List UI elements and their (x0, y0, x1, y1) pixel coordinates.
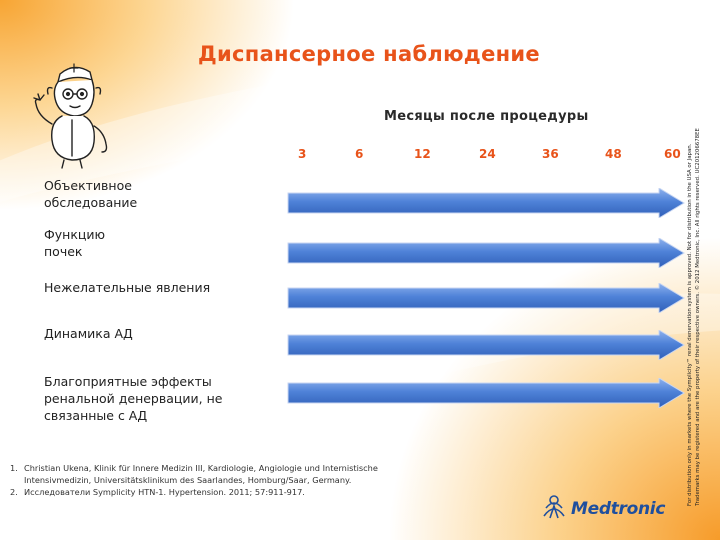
disclaimer-line: Trademarks may be registered and are the property of their respective owners. © 2012 Medtronic, Inc. All rights reserved. UC201206678EE (695, 128, 701, 506)
timeline-arrow (287, 188, 685, 218)
legal-disclaimer (686, 76, 702, 506)
disclaimer-line: For distribution only in markets where the Symplicity™ renal denervation system is approved. Not for distribution in the USA or Japan. (687, 143, 693, 506)
row-label-kidney: Функцию почек (44, 227, 106, 259)
timeline-arrow (287, 330, 685, 360)
timeline-arrow (287, 238, 685, 268)
medtronic-logo-icon (540, 490, 568, 520)
reference-text: Christian Ukena, Klinik für Innere Medizin III, Kardiologie, Angiologie und Internistische (24, 463, 378, 473)
row-label-effects: Благоприятные эффекты ренальной денервации, не связанные с АД (44, 374, 223, 423)
reference-text: Исследователи Symplicity HTN-1. Hypertension. 2011; 57:911-917. (24, 487, 305, 497)
month-label: 12 (414, 147, 431, 161)
brand-logo: Medtronic (571, 499, 666, 519)
references (10, 462, 378, 498)
months-axis-title: Месяцы после процедуры (384, 109, 589, 124)
slide-title: Диспансерное наблюдение (198, 42, 540, 66)
reference-number: 2. (10, 487, 18, 497)
doctor-cartoon (22, 60, 122, 170)
row-label-exam: Объективное обследование (44, 178, 138, 210)
month-label: 24 (479, 147, 496, 161)
month-label: 3 (298, 147, 307, 161)
timeline-arrow (287, 378, 685, 408)
month-label: 6 (355, 147, 364, 161)
reference-text: Intensivmedizin, Universitätsklinikum des Saarlandes, Homburg/Saar, Germany. (24, 475, 352, 485)
reference-item (10, 462, 378, 474)
month-label: 60 (664, 147, 681, 161)
timeline-arrow (287, 283, 685, 313)
month-label: 36 (542, 147, 559, 161)
row-label-bp: Динамика АД (44, 326, 133, 341)
reference-item (10, 486, 378, 498)
reference-number: 1. (10, 463, 18, 473)
month-label: 48 (605, 147, 622, 161)
row-label-adverse: Нежелательные явления (44, 280, 211, 295)
